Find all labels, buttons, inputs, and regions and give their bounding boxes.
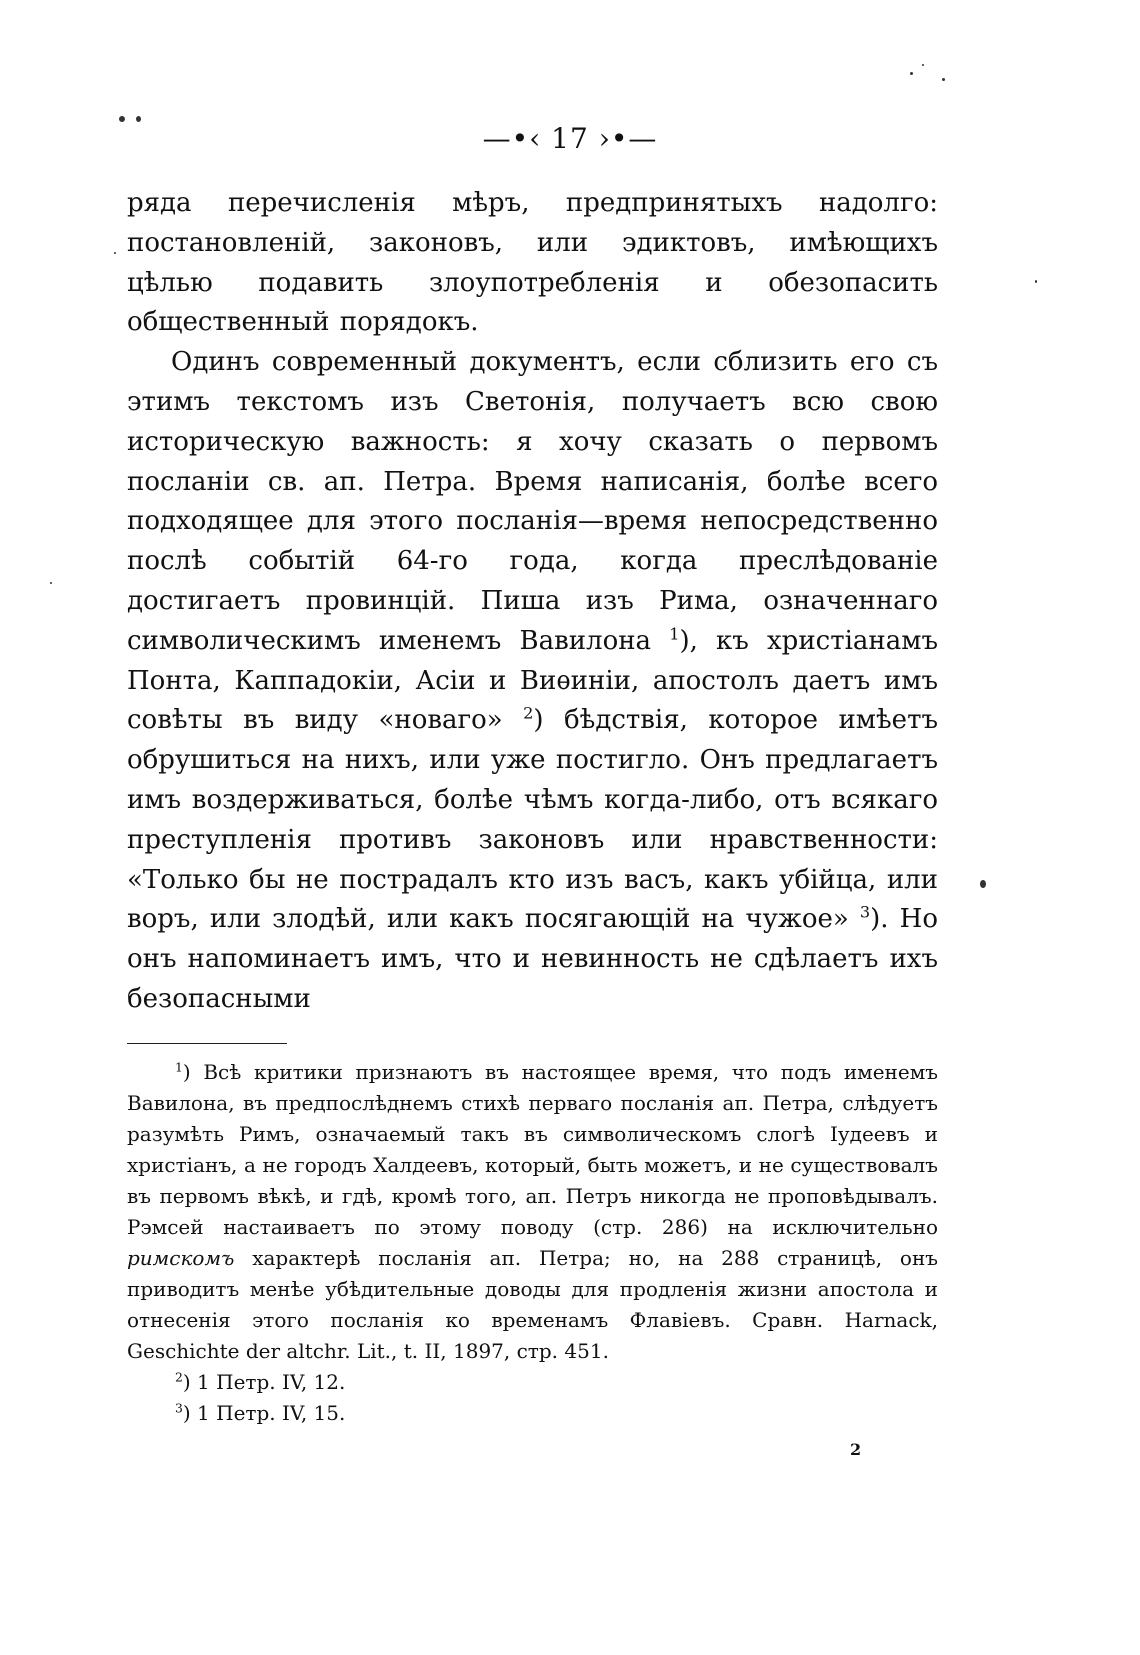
paragraph-2-part-d: ). Но онъ напоминаетъ имъ, что и невинность не сдѣлаетъ ихъ безопасными bbox=[127, 904, 939, 1014]
scan-speck bbox=[922, 64, 924, 66]
footnote-3-marker: 3 bbox=[175, 1400, 183, 1416]
footnote-ref-2: 2 bbox=[523, 703, 534, 723]
footnote-1-text-a: ) Всѣ критики признаютъ въ настоящее время, что подъ именемъ Вавилона, въ предпослѣднемъ стихѣ перваго посланія ап. Петра, слѣдуетъ разумѣть Римъ, означаемый такъ въ символическомъ слогѣ Іудеевъ и христіанъ, а не городъ Халдеевъ, который, быть можетъ, и не существовалъ въ первомъ вѣкѣ, и гдѣ, кромѣ того, ап. Петръ никогда не проповѣдывалъ. Рэмсей настаиваетъ по этому поводу (стр. 286) на исключительно bbox=[127, 1060, 938, 1239]
footnote-3-text: ) 1 Петр. IV, 15. bbox=[182, 1401, 346, 1425]
footnotes bbox=[127, 1057, 938, 1429]
footnote-ref-1: 1 bbox=[669, 624, 680, 644]
paragraph-2-part-c: ) бѣдствія, которое имѣетъ обрушиться на нихъ, или уже постигло. Онъ предлагаетъ имъ воздерживаться, болѣе чѣмъ когда-либо, отъ всякаго преступленія противъ законовъ или нравственности: «Только бы не пострадалъ кто изъ васъ, какъ убійца, или воръ, или злодѣй, или какъ посягающій на чужое» bbox=[127, 705, 938, 935]
scan-speck bbox=[136, 116, 141, 122]
footnote-1-marker: 1 bbox=[175, 1059, 183, 1075]
footnote-1-text-b: характерѣ посланія ап. Петра; но, на 288 страницѣ, онъ приводитъ менѣе убѣдительные доводы для продленія жизни апостола и отнесенія этого посланія ко временамъ Флавіевъ. Сравн. Harnack, Geschichte der altchr. Lit., t. II, 1897, стр. 451. bbox=[127, 1246, 938, 1363]
main-text bbox=[127, 184, 938, 1020]
footnote-1 bbox=[127, 1057, 938, 1367]
footnote-2-text: ) 1 Петр. IV, 12. bbox=[182, 1370, 346, 1394]
footnote-1-emphasis: римскомъ bbox=[127, 1246, 235, 1270]
page-number: —•‹ 17 ›•— bbox=[482, 122, 658, 155]
paragraph-2-part-b: ), къ христіанамъ Понта, Каппадокіи, Асіи и Виѳиніи, апостолъ даетъ имъ совѣты въ виду «новаго» bbox=[127, 625, 939, 736]
paragraph-2 bbox=[127, 343, 938, 1020]
scan-speck bbox=[50, 582, 52, 584]
footnote-2 bbox=[127, 1367, 938, 1398]
scan-speck bbox=[942, 78, 945, 81]
scan-speck bbox=[1035, 280, 1037, 283]
paragraph-1: ряда перечисленія мѣръ, предпринятыхъ надолго: постановленій, законовъ, или эдиктовъ, имѣющихъ цѣлью подавить злоупотребленія и обезопасить общественный порядокъ. bbox=[127, 188, 938, 338]
scan-speck bbox=[119, 116, 125, 122]
scan-speck bbox=[114, 252, 116, 254]
footnote-divider bbox=[127, 1043, 287, 1044]
footnote-3 bbox=[127, 1398, 938, 1429]
paragraph-2-part-a: Одинъ современный документъ, если сблизить его съ этимъ текстомъ изъ Светонія, получаетъ всю свою историческую важность: я хочу сказать о первомъ посланіи св. ап. Петра. Время написанія, болѣе всего подходящее для этого посланія—время непосредственно послѣ событій 64-го года, когда преслѣдованіе достигаетъ провинцій. Пиша изъ Рима, означеннаго символическимъ именемъ Вавилона bbox=[127, 347, 938, 656]
footnote-2-marker: 2 bbox=[175, 1369, 183, 1385]
signature-mark: 2 bbox=[850, 1440, 862, 1459]
scan-speck bbox=[980, 880, 986, 888]
footnote-ref-3: 3 bbox=[859, 902, 871, 922]
scan-speck bbox=[910, 72, 913, 75]
